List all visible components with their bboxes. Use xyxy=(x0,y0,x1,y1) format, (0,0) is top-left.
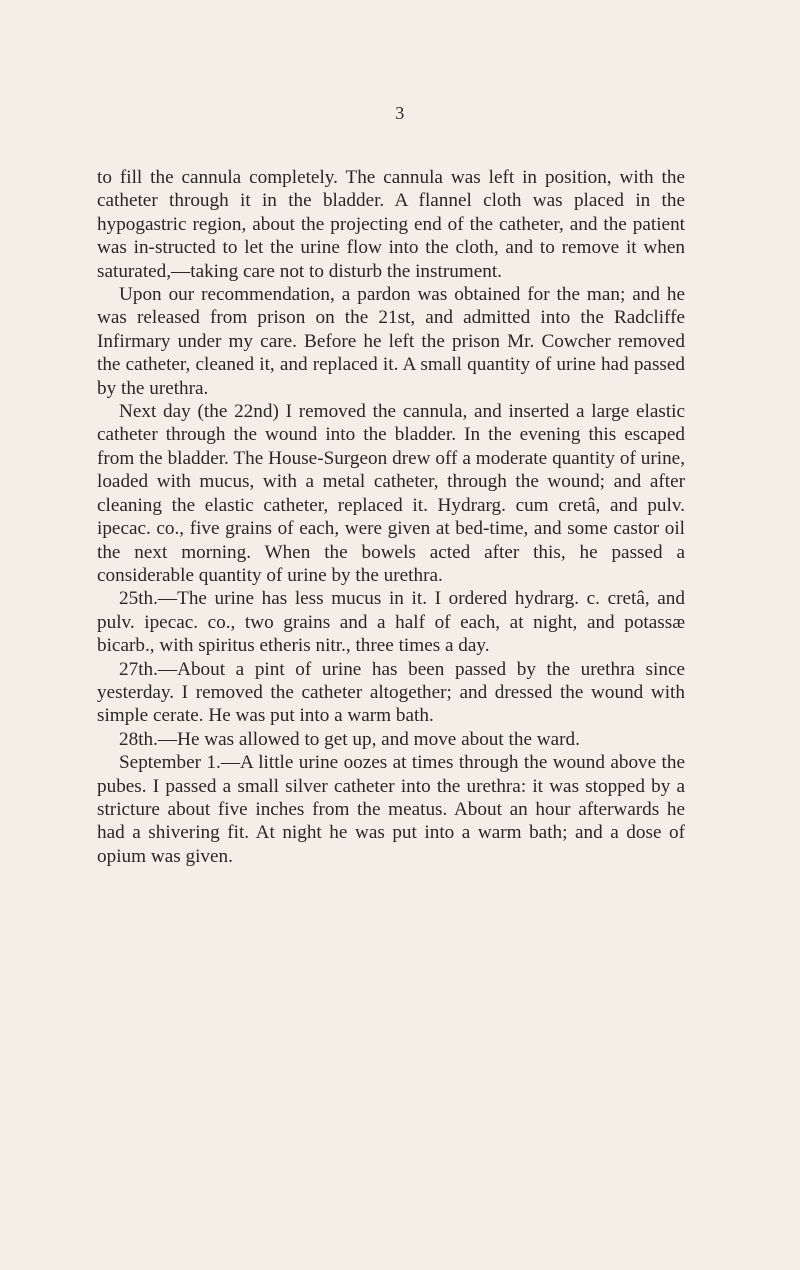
paragraph-september-1: September 1.—A little urine oozes at times through the wound above the pubes. I passed a small silver catheter into the urethra: it was stopped by a stricture about five inches from the meatus. About an hour afterwards he had a shivering fit. At night he was put into a warm bath; and a dose of opium was given. xyxy=(97,752,685,867)
page-number: 3 xyxy=(395,103,405,123)
paragraph-continuation: to fill the cannula completely. The cannula was left in position, with the catheter through it in the bladder. A flannel cloth was placed in the hypogastric region, about the projecting end of the catheter, and the patient was in-structed to let the urine flow into the cloth, and to remove it when saturated,—taking care not to disturb the instrument. xyxy=(97,167,685,282)
paragraph-27th: 27th.—About a pint of urine has been passed by the urethra since yesterday. I removed the catheter altogether; and dressed the wound with simple cerate. He was put into a warm bath. xyxy=(97,658,685,727)
paragraph-22nd: Next day (the 22nd) I removed the cannula, and inserted a large elastic catheter through the wound into the bladder. In the evening this escaped from the bladder. The House-Surgeon drew off a moderate quantity of urine, loaded with mucus, with a metal catheter, through the wound; and after cleaning the elastic catheter, replaced it. Hydrarg. cum cretâ, and pulv. ipecac. co., five grains of each, were given at bed-time, and some castor oil the next morning. When the bowels acted after this, he passed a considerable quantity of urine by the urethra. xyxy=(97,401,685,586)
paragraph-25th: 25th.—The urine has less mucus in it. I ordered hydrarg. c. cretâ, and pulv. ipecac. co., two grains and a half of each, at night, and potassæ bicarb., with spiritus etheris nitr., three times a day. xyxy=(97,588,685,657)
paragraph-pardon: Upon our recommendation, a pardon was obtained for the man; and he was released from prison on the 21st, and admitted into the Radcliffe Infirmary under my care. Before he left the prison Mr. Cowcher removed the catheter, cleaned it, and replaced it. A small quantity of urine had passed by the urethra. xyxy=(97,284,685,399)
body-text xyxy=(97,166,685,868)
paragraph-28th: 28th.—He was allowed to get up, and move about the ward. xyxy=(119,728,580,750)
